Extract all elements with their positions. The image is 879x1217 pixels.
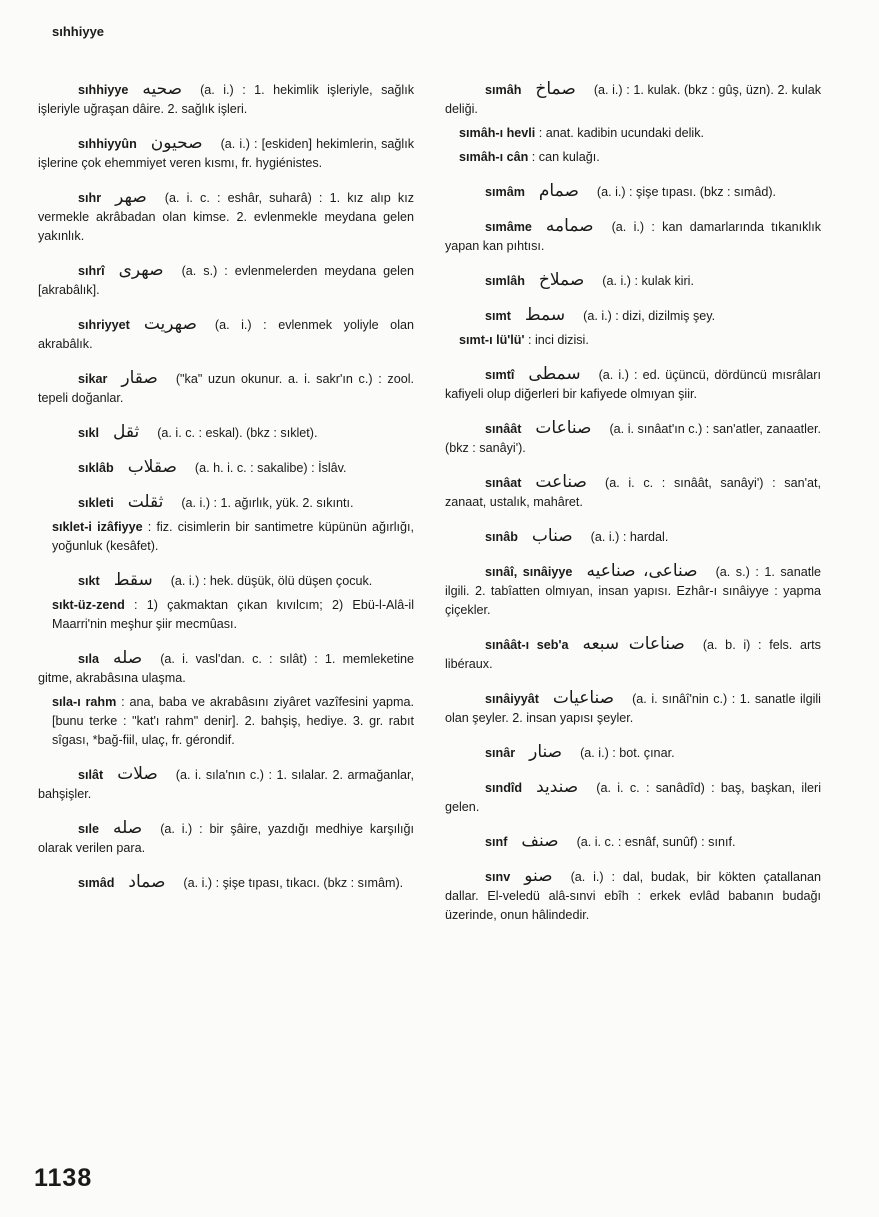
arabic-spelling: ثقلت [127, 492, 164, 512]
arabic-spelling: صقار [121, 368, 158, 388]
entry-definition: (a. i.) : kan damarlarında tıkanıklık yapan kan pıhtısı. [445, 220, 821, 253]
entry-headword: sımâh [485, 83, 522, 97]
entry-headword: sımt [485, 309, 511, 323]
entry-headword: sıkl [78, 426, 100, 440]
entry [445, 306, 821, 326]
arabic-spelling: صلات [117, 764, 158, 784]
arabic-spelling: صناعيات [552, 688, 615, 708]
arabic-spelling: صحيون [150, 133, 203, 153]
entry-definition: (a. i. c. : sınâât, sanâyi') : san'at, zanaat, ustalık, mahâret. [445, 476, 821, 509]
entry-definition: (a. i.) : şişe tıpası, tıkacı. (bkz : sımâm). [183, 876, 404, 890]
arabic-spelling: صهريت [143, 314, 197, 334]
entry-definition: (a. i.) : 1. kulak. (bkz : gûş, üzn). 2. kulak deliği. [445, 83, 821, 116]
arabic-spelling: صهر [115, 187, 147, 207]
entry-definition: (a. i. sıla'nın c.) : 1. sılalar. 2. armağanlar, bahşişler. [38, 768, 414, 801]
entry-headword: sınâî, sınâiyye [485, 565, 573, 579]
arabic-spelling: صماخ [535, 79, 576, 99]
entry-headword: sılât [78, 768, 104, 782]
entry-headword: sımâd [78, 876, 115, 890]
entry [445, 867, 821, 925]
subentry [445, 124, 821, 143]
arabic-spelling: صحيه [142, 79, 183, 99]
entry-definition: (a. h. i. c. : sakalibe) : İslâv. [194, 461, 347, 475]
arabic-spelling: صماد [128, 872, 166, 892]
arabic-spelling: صله [113, 648, 143, 668]
arabic-spelling: صملاخ [538, 270, 585, 290]
entry-headword: sıkt [78, 574, 100, 588]
arabic-spelling: صنديد [536, 777, 579, 797]
entry-definition: (a. i. c. : sanâdîd) : baş, başkan, ileri gelen. [445, 781, 821, 814]
entry-definition: (a. i. c. : eskal). (bkz : sıklet). [157, 426, 318, 440]
entry-headword: sıhriyyet [78, 318, 130, 332]
entry-definition: (a. i.) : 1. hekimlik işleriyle, sağlık işleriyle uğraşan dâire. 2. sağlık işleri. [38, 83, 414, 116]
entry-headword: sıhrî [78, 264, 105, 278]
entry-definition: (a. i.) : kulak kiri. [602, 274, 694, 288]
entry-headword: sınâat [485, 476, 522, 490]
entry-definition: (a. i.) : dal, budak, bir kökten çatallanan dallar. El-veledü alâ-sınvi ebîh : erkek evlâd babanın budağı üzerinde, onun hâlindedir. [445, 870, 821, 922]
entry [38, 369, 414, 408]
entry [38, 571, 414, 591]
arabic-spelling: صنف [521, 831, 559, 851]
entry [445, 832, 821, 852]
arabic-spelling: صناعى، صناعيه [586, 561, 698, 581]
arabic-spelling: صناب [531, 526, 573, 546]
entry [445, 527, 821, 547]
right-column [445, 80, 821, 940]
entry-definition: (a. i.) : şişe tıpası. (bkz : sımâd). [596, 185, 777, 199]
entry [38, 765, 414, 804]
entry-definition: : inci dizisi. [527, 333, 589, 347]
arabic-spelling: سقط [113, 570, 153, 590]
entry-definition: : ana, baba ve akrabâsını ziyâret vazîfesini yapma. [bunu terke : "kat'ı rahm" denir]. 2. bahşiş, hediye. 3. gr. rabıt sîgası, *bağ-fiil, ulaç, fr. gérondif. [52, 695, 415, 747]
entry-definition: (a. b. i) : fels. arts libéraux. [445, 638, 821, 671]
entry-definition: (a. i.) : 1. ağırlık, yük. 2. sıkıntı. [181, 496, 354, 510]
entry-definition: (a. i. c. : eshâr, suharâ) : 1. kız alıp kız vermekle akrâbadan olan kimse. 2. evlenmekle meydana gelen yakınlık. [38, 191, 414, 243]
entry-definition: (a. i.) : dizi, dizilmiş şey. [583, 309, 716, 323]
subentry [38, 693, 414, 750]
entry-headword: sımâh-ı hevli [459, 126, 536, 140]
entry-headword: sıla [78, 652, 100, 666]
entry-definition: (a. i. sınâî'nin c.) : 1. sanatle ilgili olan şeyler. 2. insan yapısı şeyler. [445, 692, 821, 725]
entry [38, 315, 414, 354]
entry-definition: (a. i.) : bot. çınar. [580, 746, 675, 760]
entry [38, 261, 414, 300]
entry-definition: (a. s.) : 1. sanatle ilgili. 2. tabîatten olmıyan, insan yapısı. Ezhâr-ı sınâiyye : yapma çiçekler. [445, 565, 821, 617]
entry-headword: sıhr [78, 191, 102, 205]
entry [38, 493, 414, 513]
entry-definition: : can kulağı. [531, 150, 600, 164]
entry [445, 419, 821, 458]
entry-headword: sıhhiyyûn [78, 137, 137, 151]
entry [445, 217, 821, 256]
entry-headword: sımlâh [485, 274, 525, 288]
entry-headword: sınâb [485, 530, 518, 544]
arabic-spelling: صهرى [118, 260, 164, 280]
entry-headword: sınâiyyât [485, 692, 539, 706]
entry [445, 365, 821, 404]
entry [445, 473, 821, 512]
entry [38, 649, 414, 688]
entry [445, 635, 821, 674]
entry-headword: sınv [485, 870, 511, 884]
entry [445, 689, 821, 728]
subentry [445, 331, 821, 350]
left-column [38, 80, 414, 908]
running-head: sıhhiyye [52, 24, 105, 39]
arabic-spelling: صنار [529, 742, 563, 762]
entry-headword: sıla-ı rahm [52, 695, 117, 709]
entry-headword: sındîd [485, 781, 523, 795]
entry-definition: : anat. kadibin ucundaki delik. [538, 126, 705, 140]
arabic-spelling: صنو [524, 866, 553, 886]
entry-headword: sınf [485, 835, 508, 849]
entry [38, 188, 414, 246]
arabic-spelling: صناعات [535, 418, 592, 438]
entry [38, 134, 414, 173]
entry-definition: (a. s.) : evlenmelerden meydana gelen [akrabâlık]. [38, 264, 414, 297]
entry [445, 562, 821, 620]
entry [38, 873, 414, 893]
entry-headword: sikar [78, 372, 108, 386]
entry [38, 423, 414, 443]
entry [445, 80, 821, 119]
entry [38, 80, 414, 119]
entry [38, 458, 414, 478]
entry [445, 271, 821, 291]
entry-headword: sınâât [485, 422, 522, 436]
entry-definition: (a. i. c. : esnâf, sunûf) : sınıf. [576, 835, 736, 849]
subentry [38, 596, 414, 634]
entry [445, 182, 821, 202]
entry-headword: sımâh-ı cân [459, 150, 529, 164]
arabic-spelling: صناعت [535, 472, 587, 492]
entry-headword: sıklâb [78, 461, 114, 475]
entry-headword: sımt-ı lü'lü' [459, 333, 525, 347]
entry-definition: ("ka" uzun okunur. a. i. sakr'ın c.) : zool. tepeli doğanlar. [38, 372, 414, 405]
entry-definition: (a. i.) : hek. düşük, ölü düşen çocuk. [170, 574, 373, 588]
entry-definition: : 1) çakmaktan çıkan kıvılcım; 2) Ebü-l-Alâ-il Maarri'nin meşhur şiir mecmûası. [52, 598, 414, 631]
entry-headword: sıkleti [78, 496, 114, 510]
subentry [445, 148, 821, 167]
entry-definition: : fiz. cisimlerin bir santimetre küpünün ağırlığı, yoğunluk (kesâfet). [52, 520, 414, 553]
entry-headword: sınâât-ı seb'a [485, 638, 569, 652]
subentry [38, 518, 414, 556]
entry-definition: (a. i.) : [eskiden] hekimlerin, sağlık işlerine çok ehemmiyet veren kısmı, fr. hygiénistes. [38, 137, 414, 170]
entry-definition: (a. i.) : bir şâire, yazdığı medhiye karşılığı olarak verilen para. [38, 822, 414, 855]
entry-headword: sımtî [485, 368, 515, 382]
entry-headword: sıklet-i izâfiyye [52, 520, 143, 534]
arabic-spelling: صله [113, 818, 143, 838]
arabic-spelling: ثقل [113, 422, 140, 442]
arabic-spelling: صناعات سبعه [582, 634, 685, 654]
page-number: 1138 [34, 1164, 93, 1192]
entry-headword: sımâme [485, 220, 532, 234]
entry [445, 743, 821, 763]
entry-headword: sımâm [485, 185, 525, 199]
entry [38, 819, 414, 858]
entry [445, 778, 821, 817]
arabic-spelling: صقلاب [127, 457, 177, 477]
entry-headword: sınâr [485, 746, 516, 760]
arabic-spelling: صمام [538, 181, 579, 201]
entry-headword: sıkt-üz-zend [52, 598, 125, 612]
arabic-spelling: سمط [524, 305, 566, 325]
arabic-spelling: سمطى [528, 364, 581, 384]
arabic-spelling: صمامه [545, 216, 594, 236]
entry-definition: (a. i.) : evlenmek yoliyle olan akrabâlık. [38, 318, 414, 351]
entry-definition: (a. i. sınâat'ın c.) : san'atler, zanaatler. (bkz : sanâyi'). [445, 422, 821, 455]
entry-definition: (a. i.) : ed. üçüncü, dördüncü mısrâları kafiyeli olup diğerleri bir kafiyede olmıyan şiir. [445, 368, 821, 401]
entry-definition: (a. i.) : hardal. [590, 530, 669, 544]
entry-definition: (a. i. vasl'dan. c. : sılât) : 1. memleketine gitme, akrabâsına ulaşma. [38, 652, 414, 685]
entry-headword: sıle [78, 822, 100, 836]
entry-headword: sıhhiyye [78, 83, 129, 97]
